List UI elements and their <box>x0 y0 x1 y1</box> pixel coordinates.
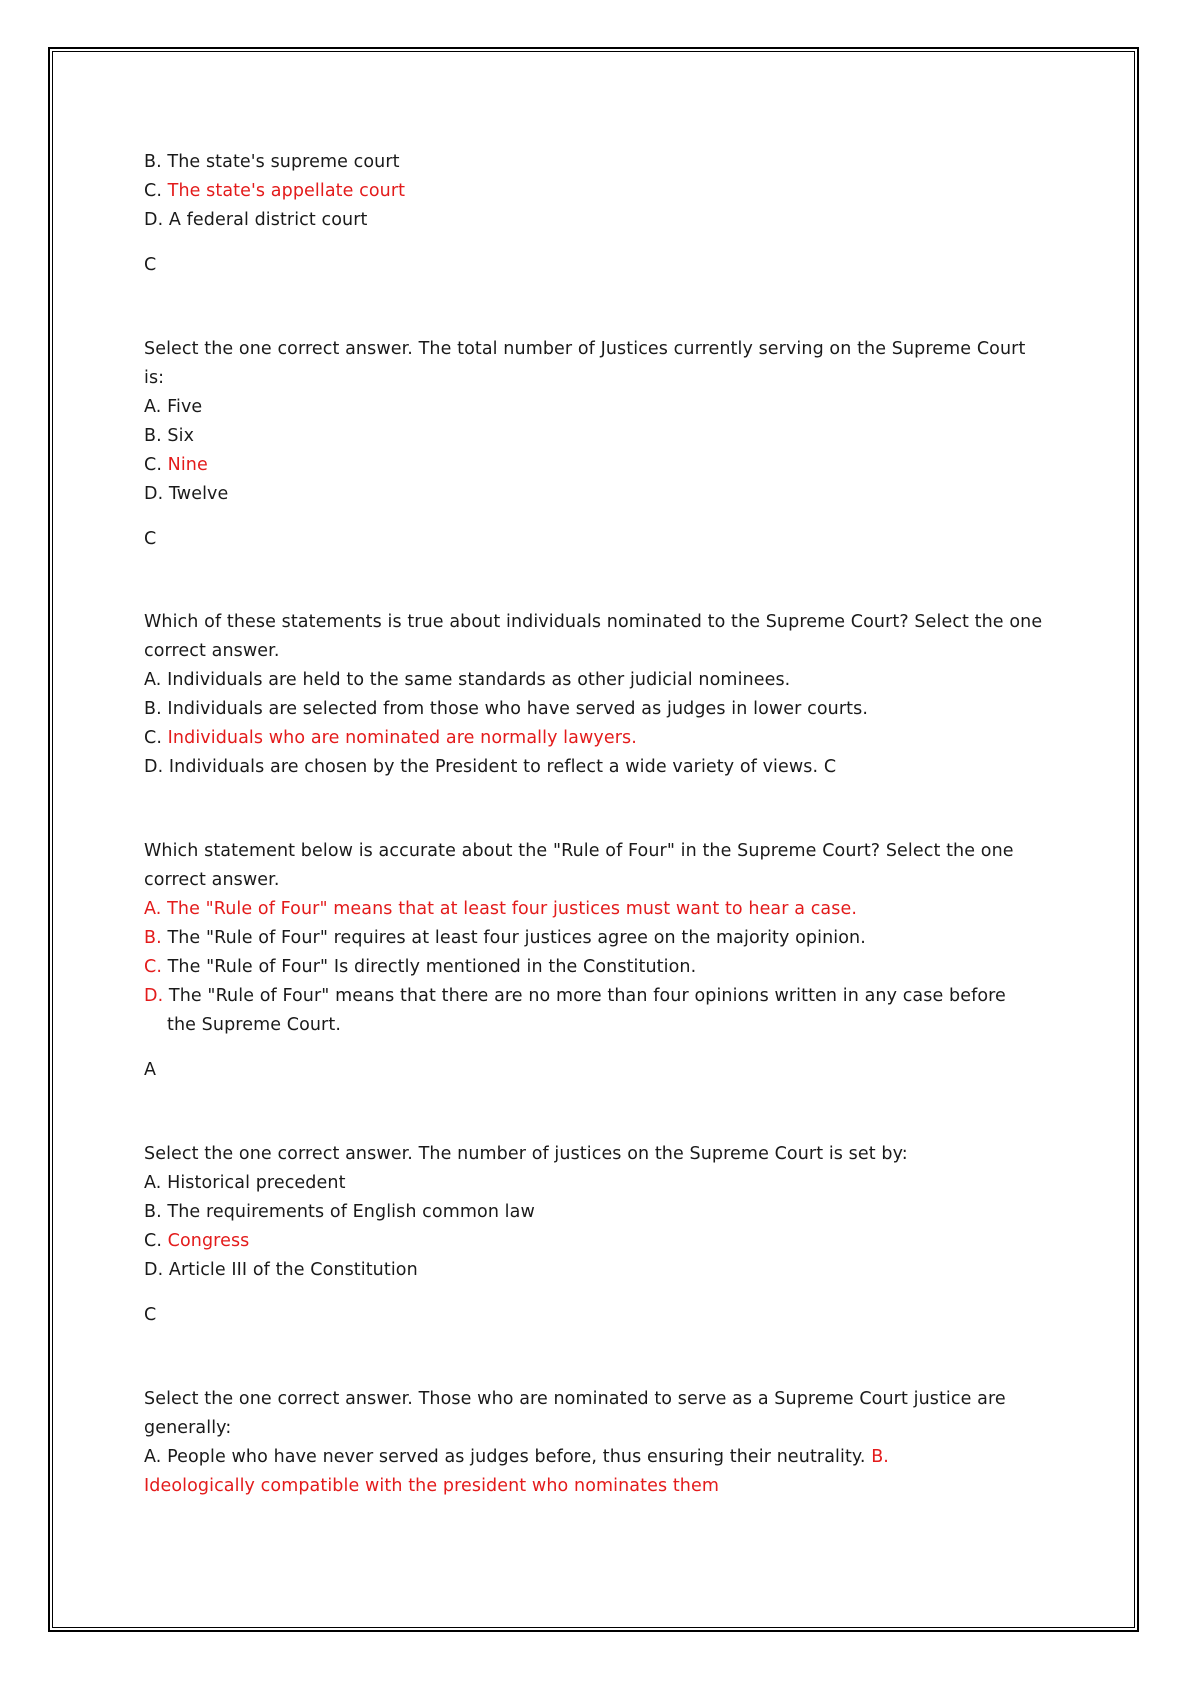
option-d: D. A federal district court <box>144 210 368 230</box>
option-c-prefix: C. <box>144 1231 168 1251</box>
option-b-correct: Ideologically compatible with the president who nominates them <box>144 1476 720 1496</box>
question-block-5 <box>144 1385 1059 1501</box>
question-text-line-2: correct answer. <box>144 870 280 890</box>
question-block-2 <box>144 608 1059 782</box>
question-block-0 <box>144 148 1059 280</box>
option-d-continuation: the Supreme Court. <box>167 1015 341 1035</box>
option-b: B. The requirements of English common law <box>144 1202 535 1222</box>
option-a <box>144 1443 1059 1472</box>
option-d <box>144 982 1059 1011</box>
option-d: D. Article III of the Constitution <box>144 1260 418 1280</box>
option-d-text: The "Rule of Four" means that there are no more than four opinions written in any case before <box>163 986 1006 1006</box>
question-text-line-2: generally: <box>144 1418 232 1438</box>
option-c-correct: Nine <box>167 455 208 475</box>
option-b: B. Individuals are selected from those who have served as judges in lower courts. <box>144 699 868 719</box>
option-b-text: The "Rule of Four" requires at least four justices agree on the majority opinion. <box>161 928 866 948</box>
question-text-line-2: is: <box>144 368 165 388</box>
question-text-line-1: Which of these statements is true about individuals nominated to the Supreme Court? Select the one <box>144 612 1043 632</box>
option-c <box>144 451 1059 480</box>
option-d: D. Twelve <box>144 484 229 504</box>
answer-key: C <box>144 255 157 275</box>
option-c-correct: The state's appellate court <box>167 181 406 201</box>
option-c-text: The "Rule of Four" Is directly mentioned in the Constitution. <box>161 957 697 977</box>
option-c-prefix: C. <box>144 957 162 977</box>
option-b: B. Six <box>144 426 195 446</box>
question-block-3 <box>144 837 1059 1085</box>
option-b-prefix: B. <box>144 928 162 948</box>
option-c <box>144 724 1059 753</box>
answer-key: C <box>144 529 157 549</box>
option-a-text: A. People who have never served as judges before, thus ensuring their neutrality. <box>144 1447 872 1467</box>
option-c <box>144 953 1059 982</box>
option-c-correct: Congress <box>167 1231 250 1251</box>
option-d-prefix: D. <box>144 986 164 1006</box>
answer-key: C <box>144 1305 157 1325</box>
document-body <box>144 148 1059 1501</box>
option-c-prefix: C. <box>144 728 168 748</box>
question-block-4 <box>144 1140 1059 1330</box>
option-b: B. The state's supreme court <box>144 152 400 172</box>
option-c-prefix: C. <box>144 455 168 475</box>
question-block-1 <box>144 335 1059 554</box>
option-c <box>144 177 1059 206</box>
option-c-correct: Individuals who are nominated are normally lawyers. <box>167 728 637 748</box>
option-c-prefix: C. <box>144 181 168 201</box>
option-a-correct: A. The "Rule of Four" means that at least four justices must want to hear a case. <box>144 899 857 919</box>
option-b-prefix: B. <box>871 1447 889 1467</box>
option-b <box>144 924 1059 953</box>
question-text-line-1: Select the one correct answer. Those who are nominated to serve as a Supreme Court justice are <box>144 1389 1006 1409</box>
option-c <box>144 1227 1059 1256</box>
option-a: A. Five <box>144 397 203 417</box>
option-a: A. Historical precedent <box>144 1173 346 1193</box>
question-text-line-1: Select the one correct answer. The number of justices on the Supreme Court is set by: <box>144 1144 908 1164</box>
option-a: A. Individuals are held to the same standards as other judicial nominees. <box>144 670 791 690</box>
question-text-line-1: Select the one correct answer. The total number of Justices currently serving on the Supreme Court <box>144 339 1026 359</box>
answer-key: A <box>144 1060 157 1080</box>
question-text-line-1: Which statement below is accurate about the "Rule of Four" in the Supreme Court? Select the one <box>144 841 1014 861</box>
option-d: D. Individuals are chosen by the President to reflect a wide variety of views. C <box>144 757 837 777</box>
question-text-line-2: correct answer. <box>144 641 280 661</box>
